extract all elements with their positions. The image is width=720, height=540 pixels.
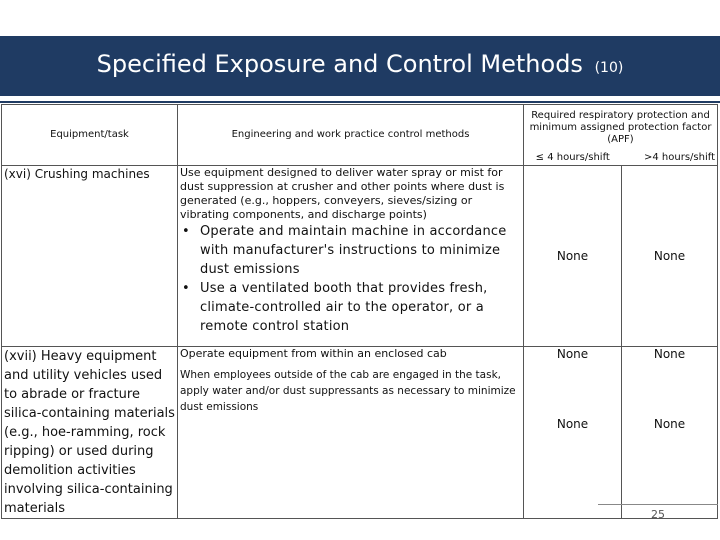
control-bullets	[180, 222, 521, 336]
controls-cell	[178, 166, 524, 347]
bullet-text: Use a ventilated booth that provides fresh, climate-controlled air to the operator, or a remote control station	[200, 281, 488, 334]
value-long: None	[622, 367, 718, 519]
table-row-heavy-equipment-a	[2, 347, 718, 367]
page-rule	[598, 504, 718, 505]
header-respiratory: Required respiratory protection and minimum assigned protection factor (APF)	[524, 105, 718, 152]
control-text: Use equipment designed to deliver water spray or mist for dust suppression at crusher and other points where dust is generated (e.g., hoppers, conveyers, sieves/sizing or vibrating components, and discharge points)	[180, 166, 505, 221]
header-controls: Engineering and work practice control methods	[178, 105, 524, 166]
bullet-text: Operate and maintain machine in accordance with manufacturer's instructions to minimize dust emissions	[200, 224, 507, 277]
value-long: None	[622, 166, 718, 347]
bullet-icon: •	[182, 281, 190, 296]
slide-title	[0, 50, 720, 78]
slide-title-suffix: (10)	[594, 60, 624, 76]
header-shift-short: ≤ 4 hours/shift	[524, 151, 622, 166]
header-row	[2, 105, 718, 152]
task-cell: (xvi) Crushing machines	[2, 166, 178, 347]
header-shift-long: >4 hours/shift	[622, 151, 718, 166]
value-short: None	[524, 166, 622, 347]
bullet-item	[180, 279, 521, 336]
exposure-table	[1, 104, 718, 519]
control-text-cab: Operate equipment from within an enclosed cab	[178, 347, 524, 367]
value-long: None	[622, 347, 718, 367]
bullet-icon: •	[182, 224, 190, 239]
table-row-crushing	[2, 166, 718, 347]
value-short: None	[524, 367, 622, 519]
title-bar	[0, 36, 720, 96]
title-divider	[0, 101, 720, 103]
header-task: Equipment/task	[2, 105, 178, 166]
control-text-outside-cab: When employees outside of the cab are engaged in the task, apply water and/or dust suppressants as necessary to minimize dust emissions	[178, 367, 524, 519]
task-cell: (xvii) Heavy equipment and utility vehicles used to abrade or fracture silica-containing materials (e.g., hoe-ramming, rock ripping) or used during demolition activities involving silica-containing materials	[2, 347, 178, 519]
slide-title-text: Specified Exposure and Control Methods	[96, 50, 583, 78]
page-number: 25	[651, 508, 665, 521]
bullet-item	[180, 222, 521, 279]
value-short: None	[524, 347, 622, 367]
